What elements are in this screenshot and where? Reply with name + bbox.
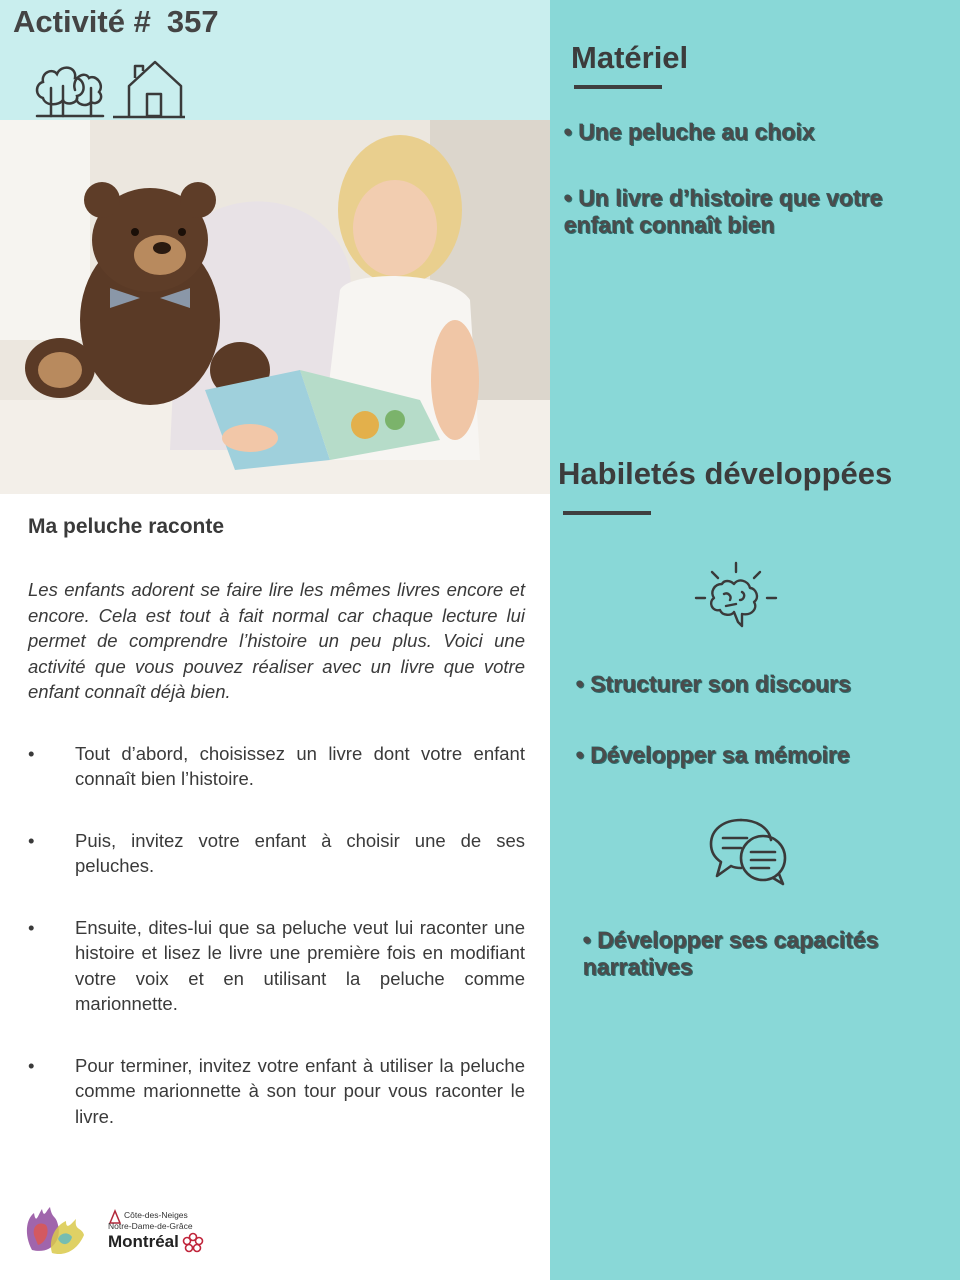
step-text: Pour terminer, invitez votre enfant à utiliser la peluche comme marionnette à son tour pour vous raconter le livre. — [75, 1054, 525, 1127]
materiel-rule — [574, 85, 662, 89]
habiletes-item: • Structurer son discours — [576, 671, 852, 697]
bullet: • — [28, 742, 35, 764]
bullet: • — [28, 1054, 35, 1076]
brain-icon — [694, 560, 778, 632]
montreal-logo — [108, 1209, 218, 1259]
logo-line-3: Montréal — [108, 1232, 179, 1251]
activity-title — [13, 4, 219, 40]
activity-number: 357 — [166, 4, 219, 39]
logo-line-1: Côte-des-Neiges — [124, 1210, 188, 1220]
steps-list — [28, 741, 525, 1130]
footer-logos — [12, 1195, 232, 1265]
materiel-item: • Une peluche au choix — [564, 119, 815, 145]
habiletes-rule — [563, 511, 651, 515]
materiel-item: • Un livre d’histoire que votre enfant connaît bien — [564, 185, 883, 238]
step-text: Puis, invitez votre enfant à choisir une de ses peluches. — [75, 829, 525, 876]
hands-logo-icon — [12, 1195, 97, 1265]
house-icon — [109, 58, 189, 120]
activity-subtitle: Ma peluche raconte — [28, 515, 225, 538]
step-item — [28, 828, 525, 879]
main-content — [28, 515, 525, 1165]
bullet: • — [28, 916, 35, 938]
step-text: Tout d’abord, choisissez un livre dont votre enfant connaît bien l’histoire. — [75, 742, 525, 789]
activity-photo — [0, 120, 550, 494]
habiletes-item: • Développer sa mémoire — [576, 742, 850, 768]
step-text: Ensuite, dites-lui que sa peluche veut lui raconter une histoire et lisez le livre une première fois en modifiant votre voix et en utilisant la peluche comme marionnette. — [75, 916, 525, 1014]
step-item — [28, 1053, 525, 1130]
step-item — [28, 741, 525, 792]
activity-title-prefix: Activité # — [13, 4, 151, 39]
habiletes-item: • Développer ses capacités narratives — [583, 927, 879, 980]
intro-paragraph: Les enfants adorent se faire lire les mêmes livres encore et encore. Cela est tout à fait normal car chaque lecture lui permet de comprendre l’histoire un peu plus. Voici une activité que vous pouvez réaliser avec un livre que votre enfant connaît déjà bien. — [28, 579, 525, 702]
logo-line-2: Notre-Dame-de-Grâce — [108, 1221, 193, 1231]
step-item — [28, 915, 525, 1017]
materiel-heading: Matériel — [571, 40, 689, 75]
sidebar — [550, 0, 960, 1280]
header-band — [0, 0, 550, 120]
habiletes-heading: Habiletés développées — [558, 456, 893, 491]
bullet: • — [28, 829, 35, 851]
montreal-rosette-icon — [182, 1232, 204, 1254]
child-reading-teddy-image — [0, 120, 550, 494]
chat-bubbles-icon — [707, 816, 791, 888]
